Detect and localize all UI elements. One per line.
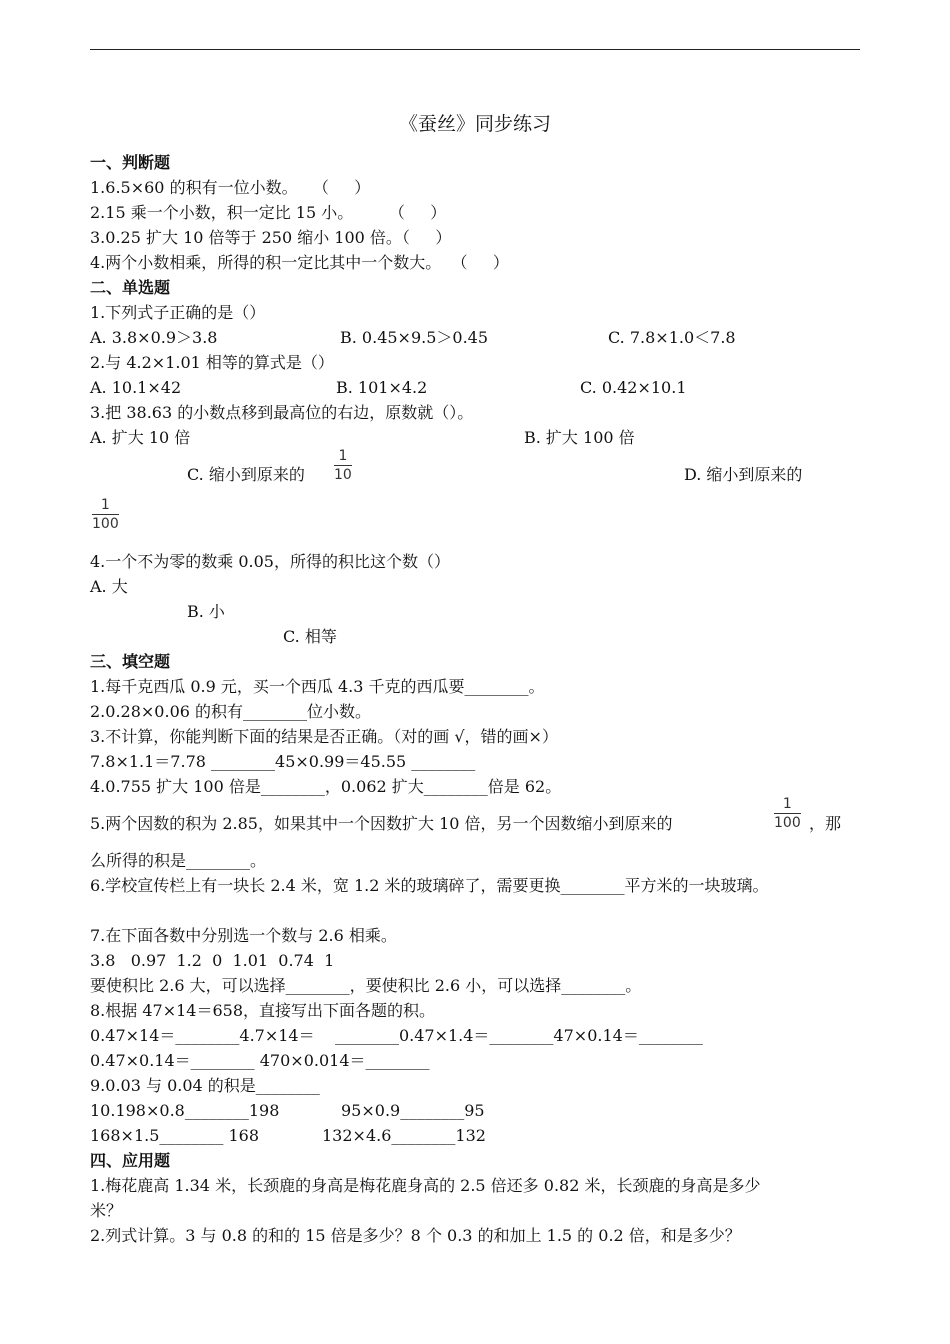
- choice-q2-option-b: B. 101×4.2: [336, 378, 428, 397]
- judgement-q1: 1.6.5×60 的积有一位小数。 （ ）: [90, 178, 371, 197]
- fraction-numerator: 1: [782, 796, 792, 812]
- fraction-denominator: 100: [774, 815, 801, 831]
- header-rule: [90, 49, 860, 50]
- judgement-q2: 2.15 乘一个小数，积一定比 15 小。 （ ）: [90, 203, 447, 222]
- fraction-numerator: 1: [100, 497, 110, 513]
- choice-q1-option-b: B. 0.45×9.5＞0.45: [340, 328, 489, 347]
- choice-q1: 1.下列式子正确的是（）: [90, 303, 266, 322]
- choice-q3: 3.把 38.63 的小数点移到最高位的右边，原数就（）。: [90, 403, 474, 422]
- choice-q1-option-a: A. 3.8×0.9＞3.8: [90, 328, 218, 347]
- choice-q3-option-b: B. 扩大 100 倍: [524, 428, 635, 447]
- fill-q6: 6.学校宣传栏上有一块长 2.4 米，宽 1.2 米的玻璃碎了，需要更换________平方米的一块玻璃。: [90, 876, 769, 895]
- choice-q1-option-c: C. 7.8×1.0＜7.8: [608, 328, 736, 347]
- section-heading-judgement: 一、判断题: [90, 153, 171, 172]
- fill-q8: 8.根据 47×14＝658，直接写出下面各题的积。: [90, 1001, 436, 1020]
- application-q1: 1.梅花鹿高 1.34 米，长颈鹿的身高是梅花鹿身高的 2.5 倍还多 0.82 米，长颈鹿的身高是多少: [90, 1176, 761, 1195]
- choice-q4-option-a: A. 大: [90, 577, 128, 596]
- choice-q4-option-b: B. 小: [187, 602, 225, 621]
- application-q2: 2.列式计算。3 与 0.8 的和的 15 倍是多少？8 个 0.3 的和加上 1.5 的 0.2 倍，和是多少？: [90, 1226, 741, 1245]
- judgement-q3: 3.0.25 扩大 10 倍等于 250 缩小 100 倍。（ ）: [90, 228, 452, 247]
- fill-q5-continued: 么所得的积是________。: [90, 851, 267, 870]
- application-q1-continued: 米？: [90, 1201, 123, 1220]
- choice-q3-option-a: A. 扩大 10 倍: [90, 428, 191, 447]
- section-heading-fill: 三、填空题: [90, 652, 171, 671]
- judgement-q4: 4.两个小数相乘，所得的积一定比其中一个数大。 （ ）: [90, 253, 509, 272]
- fill-q10-d: 132×4.6________132: [322, 1126, 486, 1145]
- fraction-one-hundredth-q5: [774, 796, 801, 831]
- choice-q4-option-c: C. 相等: [283, 627, 337, 646]
- fill-q10-a: 10.198×0.8________198: [90, 1101, 280, 1120]
- section-heading-application: 四、应用题: [90, 1151, 171, 1170]
- fill-q10-c: 168×1.5________ 168: [90, 1126, 260, 1145]
- fill-q1: 1.每千克西瓜 0.9 元，买一个西瓜 4.3 千克的西瓜要________。: [90, 677, 545, 696]
- fill-q2: 2.0.28×0.06 的积有________位小数。: [90, 702, 372, 721]
- fill-q7: 7.在下面各数中分别选一个数与 2.6 相乘。: [90, 926, 397, 945]
- choice-q2-option-a: A. 10.1×42: [90, 378, 182, 397]
- fraction-denominator: 10: [334, 467, 352, 483]
- fill-q8-row1: 0.47×14＝________4.7×14＝ ________0.47×1.4＝________47×0.14＝________: [90, 1026, 703, 1045]
- choice-q2-option-c: C. 0.42×10.1: [580, 378, 687, 397]
- fill-q7-numbers: 3.8 0.97 1.2 0 1.01 0.74 1: [90, 951, 335, 970]
- fill-q3: 3.不计算，你能判断下面的结果是否正确。（对的画 √，错的画×）: [90, 727, 558, 746]
- choice-q3-option-d: D. 缩小到原来的: [684, 465, 803, 484]
- fraction-bar: [92, 514, 119, 515]
- choice-q2: 2.与 4.2×1.01 相等的算式是（）: [90, 353, 334, 372]
- page-title: 《蚕丝》同步练习: [398, 113, 551, 135]
- fraction-one-tenth: [334, 448, 352, 483]
- choice-q3-option-c: C. 缩小到原来的: [187, 465, 305, 484]
- fill-q10-b: 95×0.9________95: [341, 1101, 485, 1120]
- fraction-bar: [334, 465, 352, 466]
- fill-q9: 9.0.03 与 0.04 的积是________: [90, 1076, 320, 1095]
- choice-q4: 4.一个不为零的数乘 0.05，所得的积比这个数（）: [90, 552, 450, 571]
- section-heading-choice: 二、单选题: [90, 278, 171, 297]
- fill-q3-items: 7.8×1.1＝7.78 ________45×0.99＝45.55 ________: [90, 752, 476, 771]
- fraction-denominator: 100: [92, 516, 119, 532]
- fraction-numerator: 1: [338, 448, 348, 464]
- fraction-bar: [774, 813, 801, 814]
- fill-q5-tail: ，那: [809, 814, 842, 833]
- fill-q4: 4.0.755 扩大 100 倍是________，0.062 扩大________倍是 62。: [90, 777, 562, 796]
- fill-q8-row2: 0.47×0.14＝________ 470×0.014＝________: [90, 1051, 430, 1070]
- fill-q7-prompt: 要使积比 2.6 大，可以选择________，要使积比 2.6 小，可以选择________。: [90, 976, 642, 995]
- fraction-one-hundredth: [92, 497, 119, 532]
- fill-q5: 5.两个因数的积为 2.85，如果其中一个因数扩大 10 倍，另一个因数缩小到原来的: [90, 814, 673, 833]
